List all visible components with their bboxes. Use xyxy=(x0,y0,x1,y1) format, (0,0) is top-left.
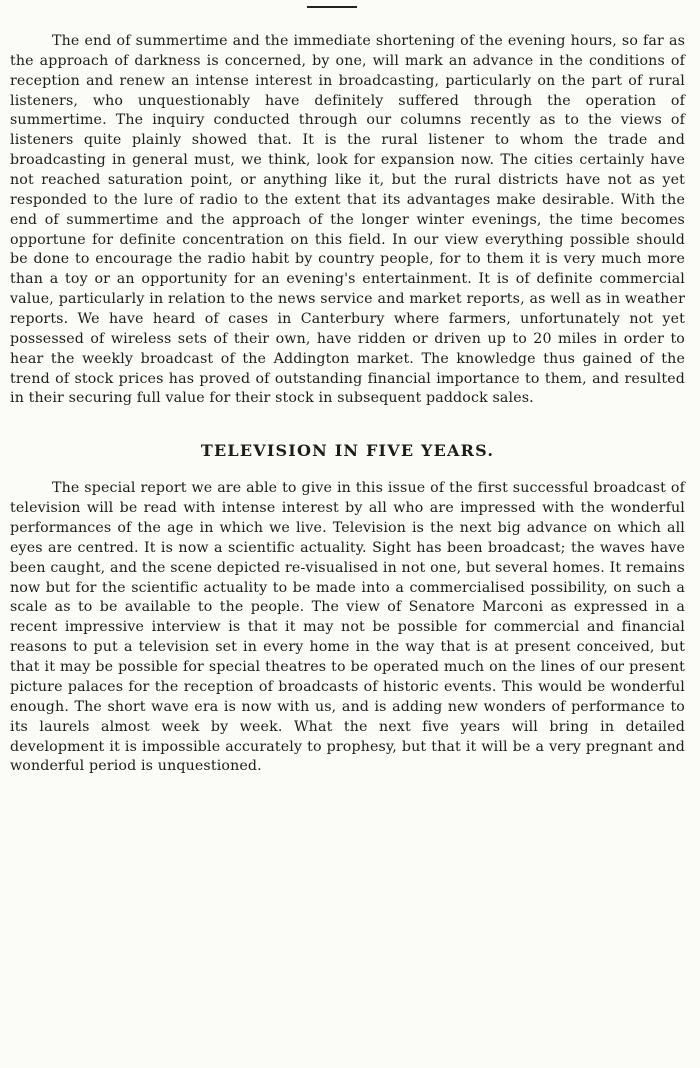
article-paragraph-summertime: The end of summertime and the immediate shortening of the evening hours, so far as the approach of darkness is concerned, by one, will mark an advance in the conditions of reception and renew an intense interest in broadcasting, particularly on the part of rural listeners, who unquestionably have definitely suffered through the operation of summertime. The inquiry conducted through our columns recently as to the views of listeners quite plainly showed that. It is the rural listener to whom the trade and broadcasting in general must, we think, look for expansion now. The cities certainly have not reached saturation point, or anything like it, but the rural districts have not as yet responded to the lure of radio to the extent that its advantages make desirable. With the end of summertime and the approach of the longer winter evenings, the time becomes opportune for definite concentration on this field. In our view everything possible should be done to encourage the radio habit by country people, for to them it is very much more than a toy or an opportunity for an evening's entertainment. It is of definite commercial value, particularly in relation to the news service and market reports, as well as in weather reports. We have heard of cases in Canterbury where farmers, unfortunately not yet possessed of wireless sets of their own, have ridden or driven up to 20 miles in order to hear the weekly broadcast of the Addington market. The knowledge thus gained of the trend of stock prices has proved of outstanding financial importance to them, and resulted in their securing full value for their stock in subsequent paddock sales. xyxy=(10,33,685,407)
section-heading-television: TELEVISION IN FIVE YEARS. xyxy=(200,441,495,461)
document-page xyxy=(10,32,685,777)
top-divider-rule xyxy=(307,6,357,8)
article-paragraph-television: The special report we are able to give in this issue of the first successful broadcast of television will be read with intense interest by all who are impressed with the wonderful performances of the age in which we live. Television is the next big advance on which all eyes are centred. It is now a scientific actuality. Sight has been broadcast; the waves have been caught, and the scene depicted re-visualised in not one, but several homes. It remains now but for the scientific actuality to be made into a commercialised possibility, on such a scale as to be available to the people. The view of Senatore Marconi as expressed in a recent impressive interview is that it may not be possible for commercial and financial reasons to put a television set in every home in the way that is at present conceived, but that it may be possible for special theatres to be operated much on the lines of our present picture palaces for the reception of broadcasts of historic events. This would be wonderful enough. The short wave era is now with us, and is adding new wonders of performance to its laurels almost week by week. What the next five years will bring in detailed development it is impossible accurately to prophesy, but that it will be a very pregnant and wonderful period is unquestioned. xyxy=(10,480,685,775)
